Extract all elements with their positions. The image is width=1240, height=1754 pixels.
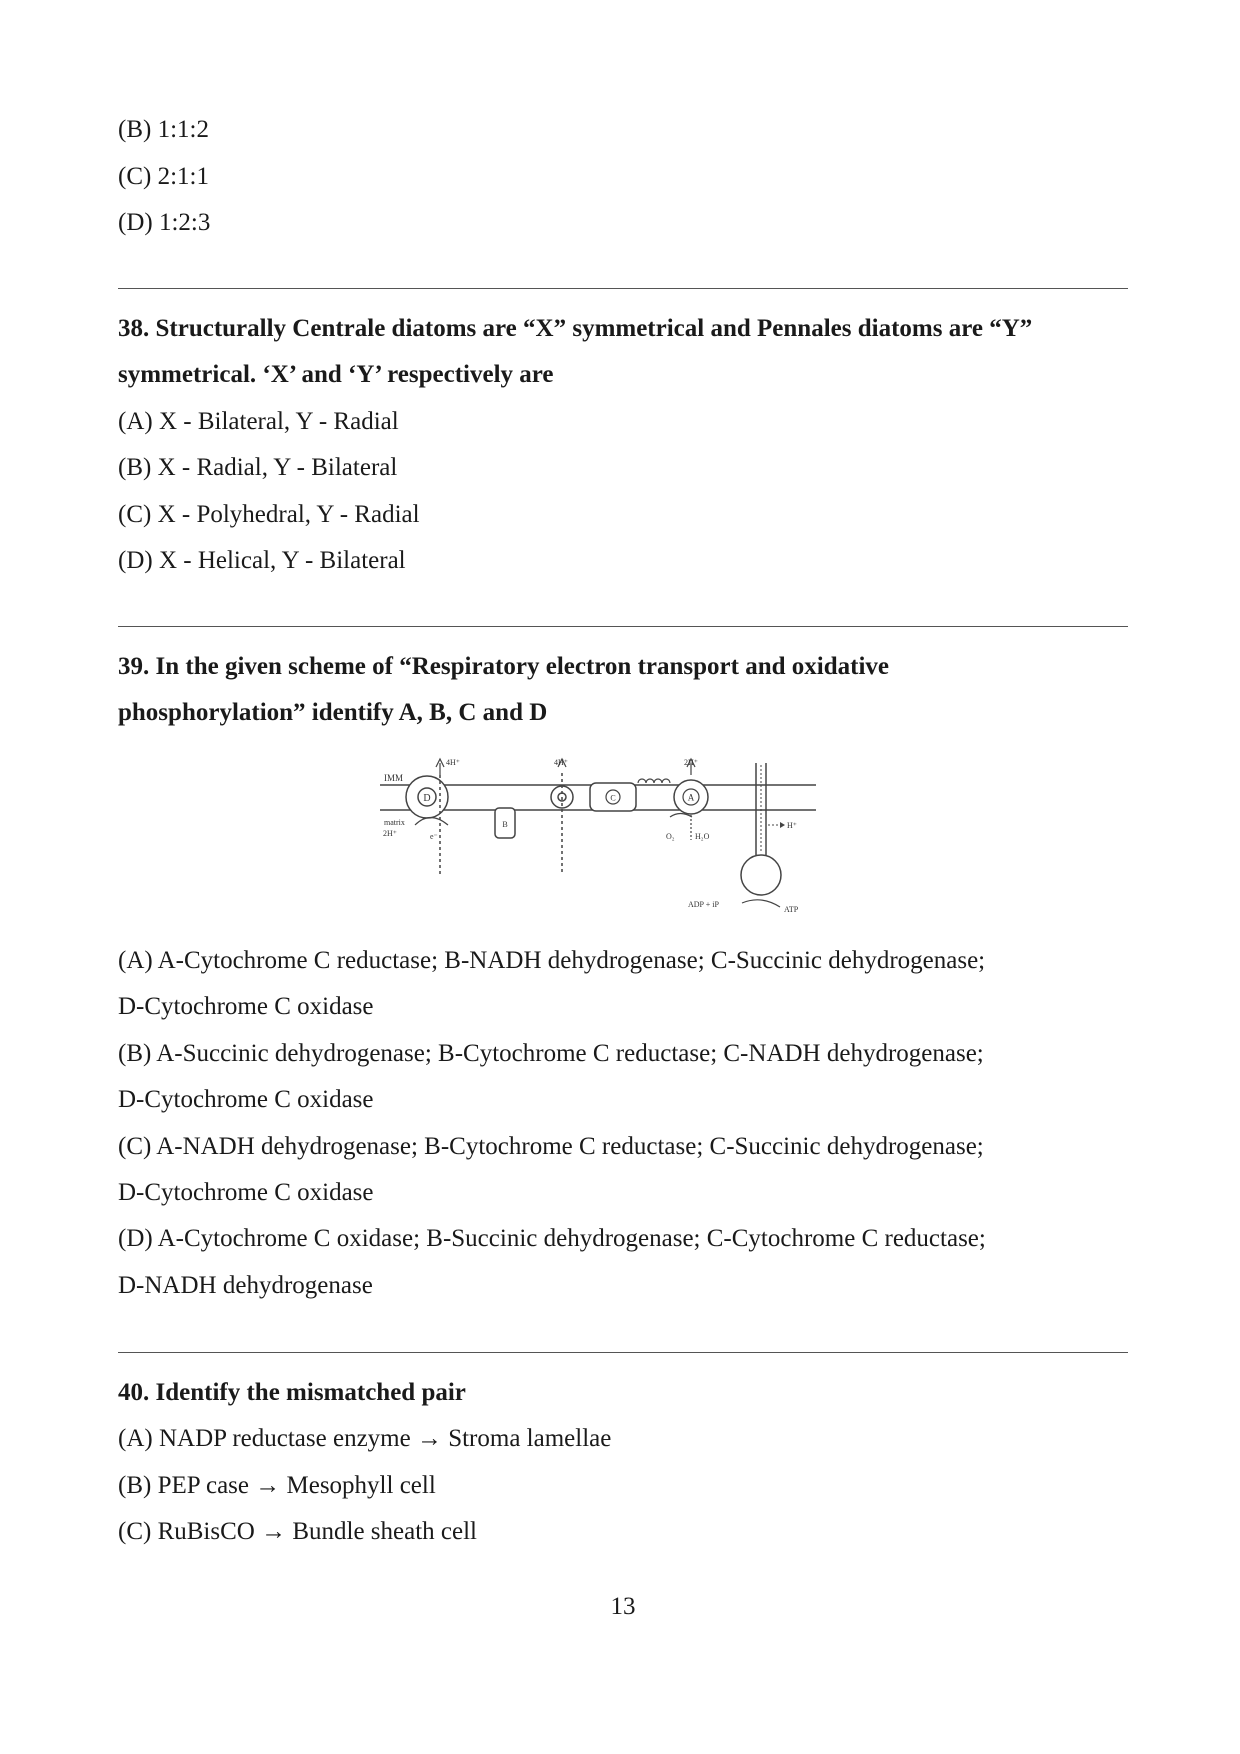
question-38-stem: 38. Structurally Centrale diatoms are “X” symmetrical and Pennales diatoms are “Y” (118, 315, 1033, 342)
q38-option-a: (A) X - Bilateral, Y - Radial (118, 408, 399, 435)
complex-d-label: D (423, 793, 431, 804)
q39-option-c: (C) A-NADH dehydrogenase; B-Cytochrome C reductase; C-Succinic dehydrogenase; (118, 1133, 984, 1160)
complex-c-label: C (610, 793, 616, 803)
electron-label: e⁻ (430, 832, 438, 841)
water-label: H₂O (695, 832, 710, 841)
proton-label-2: 4H⁺ (554, 758, 568, 767)
page-number: 13 (610, 1593, 636, 1620)
atp-label: ATP (784, 905, 799, 914)
proton-out-label: H⁺ (787, 821, 797, 830)
option-b: (B) 1:1:2 (118, 116, 209, 143)
q39-option-b-cont: D-Cytochrome C oxidase (118, 1086, 374, 1113)
divider (118, 288, 1128, 289)
q38-option-b: (B) X - Radial, Y - Bilateral (118, 454, 398, 481)
divider (118, 1352, 1128, 1353)
oxygen-label: O₂ (666, 832, 675, 841)
question-39-stem-cont: phosphorylation” identify A, B, C and D (118, 699, 548, 726)
q40-option-b: (B) PEP case → Mesophyll cell (118, 1472, 436, 1499)
complex-b-label: B (502, 820, 508, 829)
option-d: (D) 1:2:3 (118, 209, 211, 236)
q39-option-a-cont: D-Cytochrome C oxidase (118, 993, 374, 1020)
question-39-stem: 39. In the given scheme of “Respiratory electron transport and oxidative (118, 653, 889, 680)
q40-option-a: (A) NADP reductase enzyme → Stroma lamellae (118, 1425, 612, 1452)
q39-option-d: (D) A-Cytochrome C oxidase; B-Succinic dehydrogenase; C-Cytochrome C reductase; (118, 1225, 986, 1252)
proton-label-3: 2H⁺ (684, 758, 698, 767)
matrix-label: matrix (384, 818, 405, 827)
electron-transport-diagram (380, 755, 830, 915)
imm-label: IMM (384, 773, 404, 783)
q39-option-b: (B) A-Succinic dehydrogenase; B-Cytochrome C reductase; C-NADH dehydrogenase; (118, 1040, 984, 1067)
q39-option-c-cont: D-Cytochrome C oxidase (118, 1179, 374, 1206)
matrix-sub-label: 2H⁺ (383, 829, 397, 838)
adp-label: ADP + iP (688, 900, 719, 909)
proton-label-1: 4H⁺ (446, 758, 460, 767)
question-40-stem: 40. Identify the mismatched pair (118, 1379, 466, 1406)
option-c: (C) 2:1:1 (118, 163, 209, 190)
question-38-stem-cont: symmetrical. ‘X’ and ‘Y’ respectively are (118, 361, 554, 388)
q38-option-c: (C) X - Polyhedral, Y - Radial (118, 501, 420, 528)
q39-option-d-cont: D-NADH dehydrogenase (118, 1272, 373, 1299)
atp-synthase (741, 855, 781, 895)
q39-option-a: (A) A-Cytochrome C reductase; B-NADH dehydrogenase; C-Succinic dehydrogenase; (118, 947, 986, 974)
complex-a-label: A (687, 792, 695, 803)
q40-option-c: (C) RuBisCO → Bundle sheath cell (118, 1518, 477, 1545)
q38-option-d: (D) X - Helical, Y - Bilateral (118, 547, 406, 574)
divider (118, 626, 1128, 627)
